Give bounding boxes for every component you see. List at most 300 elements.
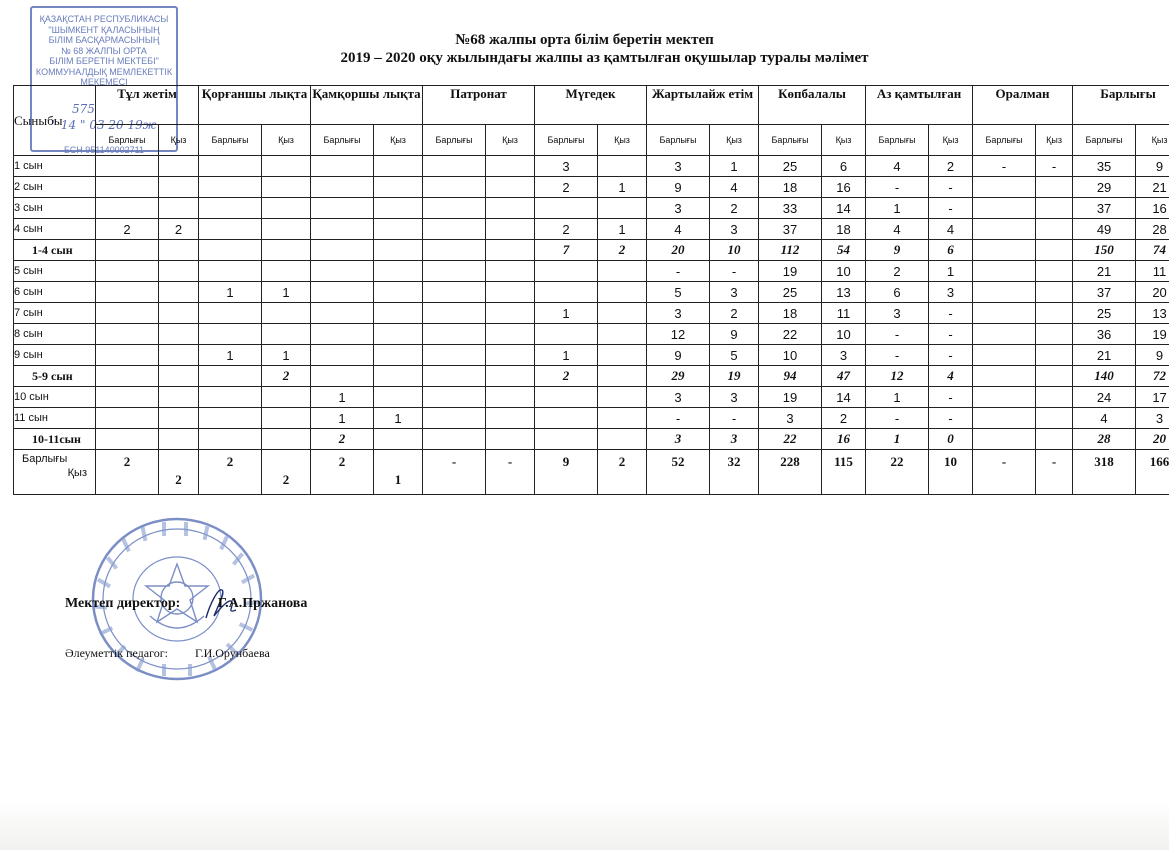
table-row (14, 366, 1169, 387)
table-cell: - (866, 345, 929, 366)
table-cell (96, 240, 159, 261)
sub-header-cell: Қыз (1036, 125, 1073, 156)
table-cell: 20 (1136, 282, 1169, 303)
table-cell: 1 (535, 303, 598, 324)
table-cell (159, 282, 199, 303)
row-label: 1 сын (14, 156, 96, 177)
table-cell (973, 429, 1036, 450)
table-cell: 36 (1073, 324, 1136, 345)
table-cell: 1 (262, 345, 311, 366)
table-cell: 25 (759, 282, 822, 303)
table-cell: 16 (822, 177, 866, 198)
table-cell: 14 (822, 387, 866, 408)
table-cell: 3 (866, 303, 929, 324)
table-cell: 29 (647, 366, 710, 387)
table-cell (374, 387, 423, 408)
table-cell: 19 (759, 387, 822, 408)
sub-header-cell: Барлығы (973, 125, 1036, 156)
stamp-line: МЕКЕМЕСІ (80, 77, 128, 87)
table-cell (486, 303, 535, 324)
table-row (14, 198, 1169, 219)
table-cell: 2 (535, 177, 598, 198)
table-cell (311, 219, 374, 240)
director-label: Мектеп директор: (65, 596, 181, 611)
total-cell (423, 450, 486, 495)
table-cell (199, 366, 262, 387)
sub-header-cell: Қыз (929, 125, 973, 156)
total-value: 115 (834, 454, 853, 469)
group-header: Көпбалалы (759, 86, 866, 125)
table-cell: 4 (866, 156, 929, 177)
table-cell: 6 (866, 282, 929, 303)
sub-header-cell: Барлығы (199, 125, 262, 156)
row-label: 3 сын (14, 198, 96, 219)
table-cell: 9 (710, 324, 759, 345)
table-cell: 1 (710, 156, 759, 177)
sub-header-cell: Барлығы (423, 125, 486, 156)
table-cell: 3 (710, 282, 759, 303)
table-cell: 2 (710, 303, 759, 324)
table-cell: 9 (866, 240, 929, 261)
table-cell (96, 408, 159, 429)
table-cell: 1 (929, 261, 973, 282)
table-cell: 3 (710, 429, 759, 450)
table-cell (96, 345, 159, 366)
table-cell: 22 (759, 324, 822, 345)
total-cell (1036, 450, 1073, 495)
table-cell (598, 303, 647, 324)
table-cell (423, 240, 486, 261)
table-cell (262, 219, 311, 240)
total-cell (647, 450, 710, 495)
total-cell (486, 450, 535, 495)
row-label: 4 сын (14, 219, 96, 240)
total-cell (96, 450, 159, 495)
table-cell: 18 (759, 303, 822, 324)
table-cell (598, 198, 647, 219)
table-cell (262, 240, 311, 261)
stamp-number: 575 (72, 103, 95, 114)
table-row (14, 240, 1169, 261)
table-cell (973, 345, 1036, 366)
table-cell (374, 177, 423, 198)
table-cell (374, 324, 423, 345)
table-cell: 29 (1073, 177, 1136, 198)
table-cell (423, 261, 486, 282)
table-cell (199, 198, 262, 219)
table-cell (374, 366, 423, 387)
sub-header-cell: Қыз (598, 125, 647, 156)
table-cell: 12 (866, 366, 929, 387)
pedagogue-line (65, 646, 270, 661)
table-cell: 16 (822, 429, 866, 450)
stamp-line: № 68 ЖАЛПЫ ОРТА (61, 45, 147, 56)
table-cell (96, 366, 159, 387)
table-cell: 3 (710, 219, 759, 240)
table-cell: - (973, 156, 1036, 177)
table-cell (159, 429, 199, 450)
total-value: 52 (671, 454, 685, 469)
table-cell: - (929, 324, 973, 345)
total-cell (822, 450, 866, 495)
sub-header-cell: Қыз (710, 125, 759, 156)
table-cell: 3 (647, 198, 710, 219)
table-cell (486, 408, 535, 429)
table-cell (374, 345, 423, 366)
table-row (14, 408, 1169, 429)
table-cell: 9 (1136, 345, 1169, 366)
table-cell: - (866, 177, 929, 198)
table-cell (199, 303, 262, 324)
table-cell: - (647, 408, 710, 429)
table-cell (199, 156, 262, 177)
table-cell: 6 (822, 156, 866, 177)
table-cell: 21 (1073, 261, 1136, 282)
table-cell: 22 (759, 429, 822, 450)
table-cell: - (929, 345, 973, 366)
sub-header-cell: Барлығы (1073, 125, 1136, 156)
table-cell (973, 282, 1036, 303)
table-cell: 2 (96, 219, 159, 240)
total-cell (929, 450, 973, 495)
table-cell (1036, 240, 1073, 261)
table-cell (96, 387, 159, 408)
table-cell (598, 261, 647, 282)
table-cell (262, 177, 311, 198)
table-cell: - (866, 324, 929, 345)
stamp-bin: БСН 951140002711 (63, 144, 145, 155)
table-cell (973, 198, 1036, 219)
total-cell (866, 450, 929, 495)
table-cell: 1 (866, 198, 929, 219)
table-cell (535, 429, 598, 450)
total-label-girls: Қыз (67, 467, 87, 479)
stamp-line: КОММУНАЛДЫҚ МЕМЛЕКЕТТІК (35, 66, 173, 77)
total-value: 2 (282, 472, 290, 487)
table-cell (423, 219, 486, 240)
table-cell: 3 (929, 282, 973, 303)
stamp-date: " 14 " 03 20 19ж (51, 120, 157, 131)
total-value: - (1051, 454, 1057, 469)
table-cell (159, 156, 199, 177)
total-value: - (451, 454, 457, 469)
table-cell (598, 282, 647, 303)
sub-header-row (14, 125, 1169, 156)
table-cell (486, 366, 535, 387)
table-cell: 2 (929, 156, 973, 177)
group-header: Аз қамтылған (866, 86, 973, 125)
table-row (14, 282, 1169, 303)
table-cell (199, 219, 262, 240)
table-cell (423, 387, 486, 408)
table-cell: 4 (929, 366, 973, 387)
table-cell: 47 (822, 366, 866, 387)
table-cell: 37 (1073, 198, 1136, 219)
table-cell (973, 219, 1036, 240)
table-cell: 1 (262, 282, 311, 303)
table-cell (486, 261, 535, 282)
total-cell (535, 450, 598, 495)
table-cell: 2 (822, 408, 866, 429)
table-cell (1036, 303, 1073, 324)
table-row (14, 261, 1169, 282)
table-cell (423, 156, 486, 177)
table-cell (598, 387, 647, 408)
table-cell (199, 261, 262, 282)
table-cell (1036, 261, 1073, 282)
table-cell (262, 198, 311, 219)
table-cell (199, 240, 262, 261)
table-cell (535, 282, 598, 303)
table-cell (486, 219, 535, 240)
table-cell (311, 282, 374, 303)
table-cell: 2 (262, 366, 311, 387)
table-row (14, 387, 1169, 408)
table-cell: 20 (647, 240, 710, 261)
table-cell: 5 (710, 345, 759, 366)
table-cell (262, 261, 311, 282)
director-line (65, 596, 307, 612)
table-cell (96, 303, 159, 324)
table-cell (311, 324, 374, 345)
table-cell (598, 429, 647, 450)
table-cell (159, 240, 199, 261)
sub-header-cell: Қыз (486, 125, 535, 156)
group-header: Қорғаншы лықта (199, 86, 311, 125)
row-label: 5-9 сын (14, 366, 96, 387)
total-value: 318 (1094, 454, 1114, 469)
table-cell (486, 156, 535, 177)
table-cell (374, 219, 423, 240)
table-cell (973, 261, 1036, 282)
table-cell: - (866, 408, 929, 429)
total-label-all: Барлығы (22, 453, 68, 465)
table-cell (311, 261, 374, 282)
table-cell (1036, 429, 1073, 450)
table-cell (973, 366, 1036, 387)
table-cell: 1 (598, 177, 647, 198)
table-cell: 2 (535, 219, 598, 240)
table-cell (374, 429, 423, 450)
table-cell (535, 324, 598, 345)
table-cell: 2 (866, 261, 929, 282)
total-value: 1 (394, 472, 402, 487)
table-cell: 10 (822, 261, 866, 282)
table-cell: 1 (374, 408, 423, 429)
row-label: 7 сын (14, 303, 96, 324)
table-row (14, 219, 1169, 240)
total-cell (710, 450, 759, 495)
table-cell (262, 429, 311, 450)
table-cell: 3 (759, 408, 822, 429)
table-cell: 13 (1136, 303, 1169, 324)
table-cell (1036, 282, 1073, 303)
sub-header-cell: Қыз (159, 125, 199, 156)
table-cell (159, 324, 199, 345)
sub-header-cell: Барлығы (759, 125, 822, 156)
table-cell: 3 (822, 345, 866, 366)
table-cell: 37 (759, 219, 822, 240)
table-cell (96, 429, 159, 450)
row-label: 2 сын (14, 177, 96, 198)
table-cell: 94 (759, 366, 822, 387)
table-cell (973, 240, 1036, 261)
group-header: Тұл жетім (96, 86, 199, 125)
table-cell (973, 177, 1036, 198)
table-cell (159, 345, 199, 366)
table-cell: 6 (929, 240, 973, 261)
table-body (14, 156, 1169, 495)
sub-header-cell: Қыз (822, 125, 866, 156)
table-cell: - (1036, 156, 1073, 177)
table-cell (311, 177, 374, 198)
table-cell: 1 (199, 345, 262, 366)
table-cell: 18 (759, 177, 822, 198)
table-cell (423, 303, 486, 324)
table-row (14, 345, 1169, 366)
table-cell (262, 303, 311, 324)
table-cell (486, 282, 535, 303)
table-cell: 72 (1136, 366, 1169, 387)
table-cell: 7 (535, 240, 598, 261)
class-column-header: Сыныбы (14, 86, 96, 156)
total-value: 2 (618, 454, 626, 469)
table-cell: - (929, 303, 973, 324)
table-cell: 5 (647, 282, 710, 303)
table-cell: 25 (1073, 303, 1136, 324)
total-cell (598, 450, 647, 495)
table-cell (486, 345, 535, 366)
table-cell: 1 (598, 219, 647, 240)
table-cell: 4 (866, 219, 929, 240)
table-cell (199, 324, 262, 345)
total-cell (199, 450, 262, 495)
table-cell (486, 429, 535, 450)
sub-header-cell: Қыз (262, 125, 311, 156)
table-cell (535, 387, 598, 408)
table-cell (486, 240, 535, 261)
table-cell: - (929, 198, 973, 219)
table-cell (311, 366, 374, 387)
table-cell: 4 (929, 219, 973, 240)
table-cell (486, 324, 535, 345)
table-cell (311, 303, 374, 324)
page-bottom-shade (0, 800, 1169, 850)
table-cell: 10 (822, 324, 866, 345)
table-cell (262, 324, 311, 345)
table-row (14, 177, 1169, 198)
table-cell: 33 (759, 198, 822, 219)
total-value: 10 (944, 454, 958, 469)
table-cell: - (929, 177, 973, 198)
table-cell: 3 (535, 156, 598, 177)
data-table (13, 85, 1169, 495)
stamp-line: "ШЫМКЕНТ ҚАЛАСЫНЫҢ (48, 24, 160, 35)
row-label: 10-11сын (14, 429, 96, 450)
table-cell: 150 (1073, 240, 1136, 261)
table-cell (423, 429, 486, 450)
table-cell (1036, 219, 1073, 240)
table-cell: 74 (1136, 240, 1169, 261)
table-cell (423, 324, 486, 345)
table-cell: 112 (759, 240, 822, 261)
row-label: 9 сын (14, 345, 96, 366)
total-value: 9 (562, 454, 570, 469)
table-cell (159, 303, 199, 324)
table-cell (1036, 408, 1073, 429)
table-cell: 1 (866, 387, 929, 408)
total-value: 2 (338, 454, 346, 469)
table-cell: 19 (1136, 324, 1169, 345)
table-cell: 3 (647, 429, 710, 450)
table-cell: 10 (759, 345, 822, 366)
total-value: - (1001, 454, 1007, 469)
title-line-2: 2019 – 2020 оқу жылындағы жалпы аз қамтылған оқушылар туралы мәлімет (340, 50, 869, 66)
table-cell: 28 (1136, 219, 1169, 240)
table-cell: 1 (199, 282, 262, 303)
table-cell: 16 (1136, 198, 1169, 219)
stamp-line: БІЛІМ БАСҚАРМАСЫНЫҢ (48, 35, 160, 45)
table-cell (199, 429, 262, 450)
table-cell (486, 198, 535, 219)
sub-header-cell: Қыз (1136, 125, 1169, 156)
table-cell (535, 261, 598, 282)
table-cell: 10 (710, 240, 759, 261)
table-cell: 21 (1073, 345, 1136, 366)
table-cell (96, 156, 159, 177)
total-cell (1073, 450, 1136, 495)
pedagogue-label: Әлеуметтік педагог: (65, 646, 168, 660)
table-cell: 11 (822, 303, 866, 324)
table-cell: - (710, 261, 759, 282)
table-cell (1036, 198, 1073, 219)
table-cell (973, 324, 1036, 345)
table-cell (96, 177, 159, 198)
pedagogue-name: Г.И.Орунбаева (195, 646, 270, 660)
total-cell (759, 450, 822, 495)
stamp-line: БІЛІМ БЕРЕТІН МЕКТЕБІ" (49, 56, 159, 66)
table-cell (423, 282, 486, 303)
table-cell: 2 (159, 219, 199, 240)
title-line-1: №68 жалпы орта білім беретін мектеп (455, 32, 714, 48)
total-cell (262, 450, 311, 495)
table-cell (973, 408, 1036, 429)
table-cell (973, 303, 1036, 324)
total-value: - (507, 454, 513, 469)
table-cell: 2 (535, 366, 598, 387)
table-cell (1036, 366, 1073, 387)
group-header: Оралман (973, 86, 1073, 125)
table-cell: 14 (822, 198, 866, 219)
table-cell: - (929, 387, 973, 408)
table-cell: 3 (647, 387, 710, 408)
table-cell: 2 (598, 240, 647, 261)
table-cell (96, 198, 159, 219)
table-cell: 12 (647, 324, 710, 345)
table-cell (311, 240, 374, 261)
table-row (14, 303, 1169, 324)
table-cell: 9 (647, 177, 710, 198)
table-cell (1036, 324, 1073, 345)
table-cell (1036, 345, 1073, 366)
table-cell (423, 198, 486, 219)
row-label: 1-4 сын (14, 240, 96, 261)
table-cell: 2 (311, 429, 374, 450)
table-cell (486, 177, 535, 198)
table-cell: 1 (311, 387, 374, 408)
table-cell: 20 (1136, 429, 1169, 450)
table-cell (374, 261, 423, 282)
